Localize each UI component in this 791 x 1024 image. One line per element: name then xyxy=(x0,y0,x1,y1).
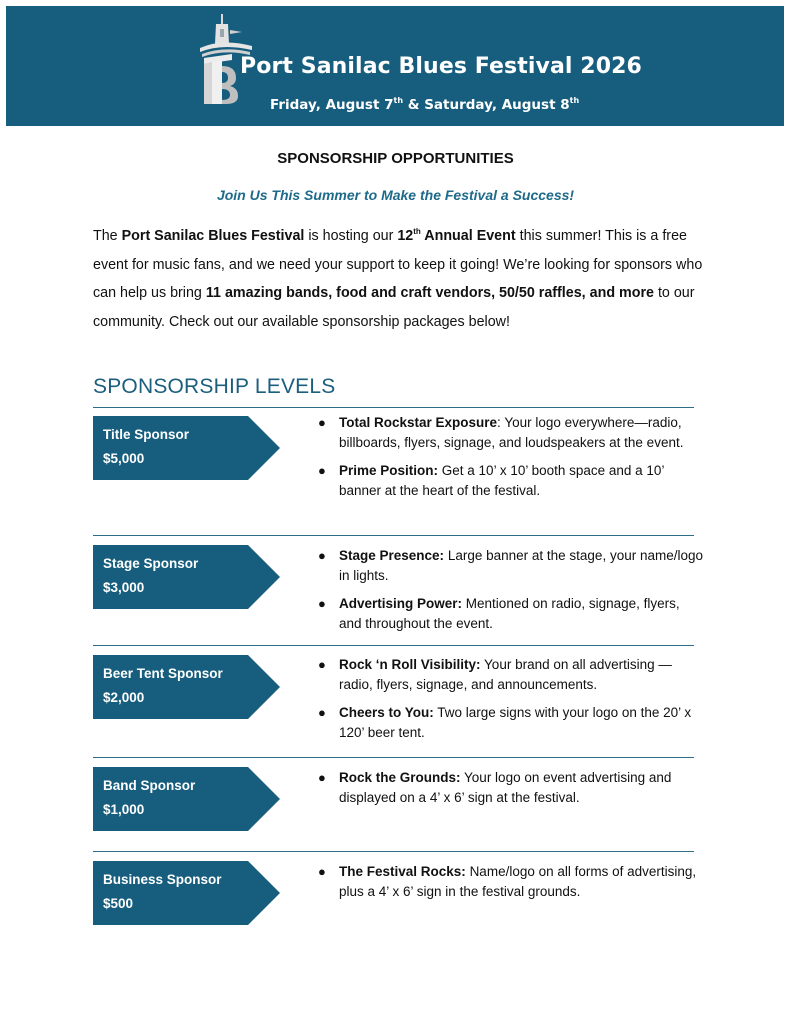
header-banner xyxy=(6,6,784,126)
divider xyxy=(93,757,694,758)
intro-text: this summer! This is a free event for music fans, and we need your support to keep it going! We’re looking for sponsors who can help us bring xyxy=(93,228,703,301)
benefit-text: Your brand on all advertising — radio, flyers, signage, and announcements. xyxy=(339,657,672,692)
date-day2-suffix: th xyxy=(569,96,580,105)
level-tag-title-sponsor xyxy=(93,416,280,480)
benefit-item xyxy=(318,703,703,742)
level-price: $1,000 xyxy=(103,802,145,817)
level-tag-stage-sponsor xyxy=(93,545,280,609)
bullet-icon: ● xyxy=(318,415,326,430)
intro-text: to our community. Check out our available sponsorship packages below! xyxy=(93,285,695,330)
intro-event-suffix: th xyxy=(413,227,421,236)
date-day1: Friday, August 7 xyxy=(270,97,394,113)
benefit-text: Mentioned on radio, signage, flyers, and throughout the event. xyxy=(339,596,680,631)
benefits-list xyxy=(318,768,703,816)
benefit-title: Stage Presence: xyxy=(339,548,445,563)
festival-title: Port Sanilac Blues Festival 2026 xyxy=(240,54,642,79)
festival-dates xyxy=(270,97,579,113)
level-name: Band Sponsor xyxy=(103,778,196,793)
benefit-title: The Festival Rocks: xyxy=(339,864,466,879)
benefit-title: Cheers to You: xyxy=(339,705,434,720)
benefit-title: Total Rockstar Exposure xyxy=(339,415,498,430)
bullet-icon: ● xyxy=(318,864,326,879)
date-day2: & Saturday, August 8 xyxy=(403,97,570,113)
benefit-title: Advertising Power: xyxy=(339,596,463,611)
level-name: Business Sponsor xyxy=(103,872,222,887)
bullet-icon: ● xyxy=(318,548,326,563)
benefit-sep: : xyxy=(497,415,505,430)
intro-festival-name: Port Sanilac Blues Festival xyxy=(121,228,305,244)
divider xyxy=(93,645,694,646)
level-price: $3,000 xyxy=(103,580,145,595)
benefit-title: Rock ‘n Roll Visibility: xyxy=(339,657,481,672)
level-name: Beer Tent Sponsor xyxy=(103,666,223,681)
benefit-item xyxy=(318,413,703,452)
intro-annual-event xyxy=(397,228,515,244)
bullet-icon: ● xyxy=(318,463,326,478)
level-tag-business-sponsor xyxy=(93,861,280,925)
benefit-item xyxy=(318,546,703,585)
intro-highlights: 11 amazing bands, food and craft vendors, 50/50 raffles, and more xyxy=(205,285,654,301)
arrow-tag-shape xyxy=(93,655,280,719)
bullet-icon: ● xyxy=(318,705,326,720)
benefit-text: Your logo everywhere—radio, billboards, flyers, signage, and loudspeakers at the event. xyxy=(339,415,684,450)
benefit-text: Get a 10’ x 10’ booth space and a 10’ banner at the heart of the festival. xyxy=(339,463,664,498)
intro-event-number: 12 xyxy=(397,228,414,244)
intro-paragraph xyxy=(93,222,703,336)
bullet-icon: ● xyxy=(318,770,326,785)
intro-event-label: Annual Event xyxy=(420,228,516,244)
divider xyxy=(93,535,694,536)
benefit-text: Two large signs with your logo on the 20’ x 120’ beer tent. xyxy=(339,705,692,740)
level-name: Stage Sponsor xyxy=(103,556,199,571)
benefits-list xyxy=(318,546,703,642)
level-name: Title Sponsor xyxy=(103,427,190,442)
intro-text: The xyxy=(93,228,122,244)
arrow-tag-shape xyxy=(93,545,280,609)
benefit-text: Name/logo on all forms of advertising, plus a 4’ x 6’ sign in the festival grounds. xyxy=(339,864,697,899)
divider xyxy=(93,407,694,408)
bullet-icon: ● xyxy=(318,596,326,611)
benefit-text: Large banner at the stage, your name/logo in lights. xyxy=(339,548,704,583)
bullet-icon: ● xyxy=(318,657,326,672)
benefit-item xyxy=(318,461,703,500)
benefit-item xyxy=(318,768,703,807)
level-tag-band-sponsor xyxy=(93,767,280,831)
level-price: $5,000 xyxy=(103,451,145,466)
benefit-text: Your logo on event advertising and displayed on a 4’ x 6’ sign at the festival. xyxy=(339,770,672,805)
date-day1-suffix: th xyxy=(393,96,404,105)
benefit-item xyxy=(318,862,703,901)
intro-text: is hosting our xyxy=(304,228,398,244)
tagline: Join Us This Summer to Make the Festival a Success! xyxy=(216,187,575,203)
level-price: $500 xyxy=(103,896,134,911)
benefit-title: Rock the Grounds: xyxy=(339,770,461,785)
arrow-tag-shape xyxy=(93,767,280,831)
benefit-item xyxy=(318,655,703,694)
level-tag-beer-tent-sponsor xyxy=(93,655,280,719)
page-heading: SPONSORSHIP OPPORTUNITIES xyxy=(277,150,514,167)
divider xyxy=(93,851,694,852)
benefit-item xyxy=(318,594,703,633)
benefits-list xyxy=(318,655,703,751)
benefit-title: Prime Position: xyxy=(339,463,439,478)
arrow-tag-shape xyxy=(93,416,280,480)
benefits-list xyxy=(318,413,703,509)
arrow-tag-shape xyxy=(93,861,280,925)
level-price: $2,000 xyxy=(103,690,145,705)
sponsorship-levels-title: SPONSORSHIP LEVELS xyxy=(93,375,336,398)
benefits-list xyxy=(318,862,703,910)
